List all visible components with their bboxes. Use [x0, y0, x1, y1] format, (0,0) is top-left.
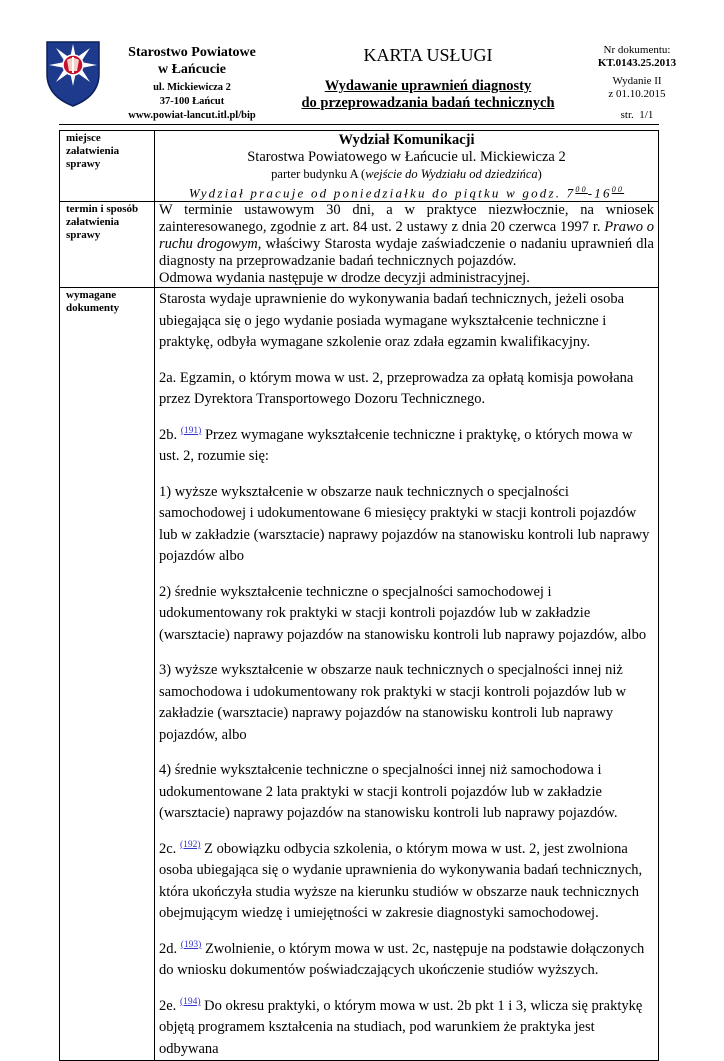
building-info: parter budynku A (wejście do Wydziału od dziedzińca) [271, 167, 542, 181]
doc-paragraph: 3) wyższe wykształcenie w obszarze nauk technicznych o specjalności innej niż samochodowa i udokumentowany rok praktyki w stacji kontroli pojazdów lub w zakładzie (warsztacie) naprawy pojazdów na stanowisku kontroli lub naprawy pojazdów, albo [159, 662, 627, 743]
website-link[interactable]: www.powiat-lancut.itl.pl/bip [128, 110, 256, 121]
office-hours: Wydział pracuje od poniedziałku do piątku w godz. $7^{00}-16^{00}$ [188, 185, 625, 201]
doc-paragraph: 2b. $^{(191)}$ Przez wymagane wykształcenie techniczne i praktykę, o których mowa w ust. 2, rozumie się: [159, 426, 633, 465]
label-documents: wymagane dokumenty [60, 288, 155, 1061]
doc-paragraph: Starosta wydaje uprawnienie do wykonywania badań technicznych, jeżeli osoba ubiegająca się o jego wydanie posiada wymagane wykształcenie techniczne i praktykę, odbyła wymagane szkolenie oraz zdała egzamin kwalifikacyjny. [159, 291, 625, 351]
footnote-link[interactable]: (194) [179, 997, 201, 1007]
doc-number: KT.0143.25.2013 [597, 57, 677, 69]
office-info [112, 44, 272, 123]
service-title-line1: Wydawanie uprawnień diagnosty [324, 78, 532, 94]
value-documents [155, 288, 659, 1061]
doc-number-label: Nr dokumentu: [603, 44, 671, 56]
header-divider [59, 124, 659, 125]
value-term [155, 202, 659, 288]
label-term: termin i sposób załatwienia sprawy [60, 202, 155, 288]
edition-date: z 01.10.2015 [608, 88, 666, 100]
office-name-line2: w Łańcucie [157, 62, 227, 77]
footnote-link[interactable]: (192) [179, 840, 201, 850]
doc-paragraph: 2a. Egzamin, o którym mowa w ust. 2, przeprowadza za opłatą komisja powołana przez Dyrektora Transportowego Dozoru Technicznego. [159, 369, 634, 408]
doc-paragraph: 2c. $^{(192)}$ Z obowiązku odbycia szkolenia, o którym mowa w ust. 2, jest zwolniona osoba ubiegająca się o wydanie uprawnienia do wykonywania badań technicznych, która ukończyła studia wyższe na kierunku studiów w obszarze nauk technicznych obejmującym wiedzę i umiejętności w zakresie diagnostyki samochodowej. [159, 840, 643, 922]
department-address: Starostwa Powiatowego w Łańcucie ul. Mickiewicza 2 [247, 149, 566, 165]
row-documents [60, 288, 659, 1061]
row-place [60, 131, 659, 202]
address-line1: ul. Mickiewicza 2 [153, 82, 231, 93]
footnote-link[interactable]: (193) [180, 940, 202, 950]
card-header [290, 44, 566, 112]
doc-paragraph: 1) wyższe wykształcenie w obszarze nauk technicznych o specjalności samochodowej i udokumentowane 6 miesięcy praktyki w stacji kontroli pojazdów lub w zakładzie (warsztacie) naprawy pojazdów na stanowisku kontroli lub naprawy pojazdów albo [159, 483, 650, 565]
doc-paragraph: 2e. $^{(194)}$ Do okresu praktyki, o którym mowa w ust. 2b pkt 1 i 3, wlicza się praktykę objętą programem kształcenia na studiach, pod warunkiem że praktyka jest odbywana [159, 997, 643, 1057]
address-line2: 37-100 Łańcut [159, 96, 225, 107]
edition: Wydanie II [612, 75, 662, 87]
coat-of-arms-icon [45, 38, 101, 108]
document-info [582, 44, 692, 122]
doc-paragraph: 4) średnie wykształcenie techniczne o specjalności innej niż samochodowa i udokumentowane 2 lata praktyki w stacji kontroli pojazdów lub w zakładzie (warsztacie) naprawy pojazdów na stanowisku kontroli lub naprawy pojazdów. [159, 762, 618, 822]
doc-paragraph: 2) średnie wykształcenie techniczne o specjalności samochodowej i udokumentowany rok praktyki w stacji kontroli pojazdów lub w zakładzie (warsztacie) naprawy pojazdów na stanowisku kontroli lub naprawy pojazdów, albo [159, 583, 647, 643]
label-place: miejsce załatwienia sprawy [60, 131, 155, 202]
department-name: Wydział Komunikacji [338, 132, 475, 148]
term-refusal: Odmowa wydania następuje w drodze decyzji administracyjnej. [159, 270, 530, 287]
value-place [155, 131, 659, 202]
term-text: W terminie ustawowym 30 dni, a w praktyce niezwłocznie, na wniosek zainteresowanego, zgodnie z art. 84 ust. 2 ustawy z dnia 20 czerwca 1997 r. Prawo o ruchu drogowym, właściwy Starosta wydaje zaświadczenie o nadaniu uprawnień dla diagnosty na przeprowadzanie badań technicznych pojazdów. [159, 202, 654, 270]
row-term [60, 202, 659, 288]
card-title: KARTA USŁUGI [363, 45, 493, 65]
service-card-table [59, 130, 659, 1061]
service-title-line2: do przeprowadzania badań technicznych [301, 95, 555, 111]
doc-paragraph: 2d. $^{(193)}$ Zwolnienie, o którym mowa w ust. 2c, następuje na podstawie dołączonych do wniosku dokumentów poświadczających ukończenie studiów wyższych. [159, 940, 645, 979]
footnote-link[interactable]: (191) [180, 426, 202, 436]
office-name-line1: Starostwo Powiatowe [128, 45, 256, 60]
page-number: str. 1/1 [620, 109, 654, 121]
